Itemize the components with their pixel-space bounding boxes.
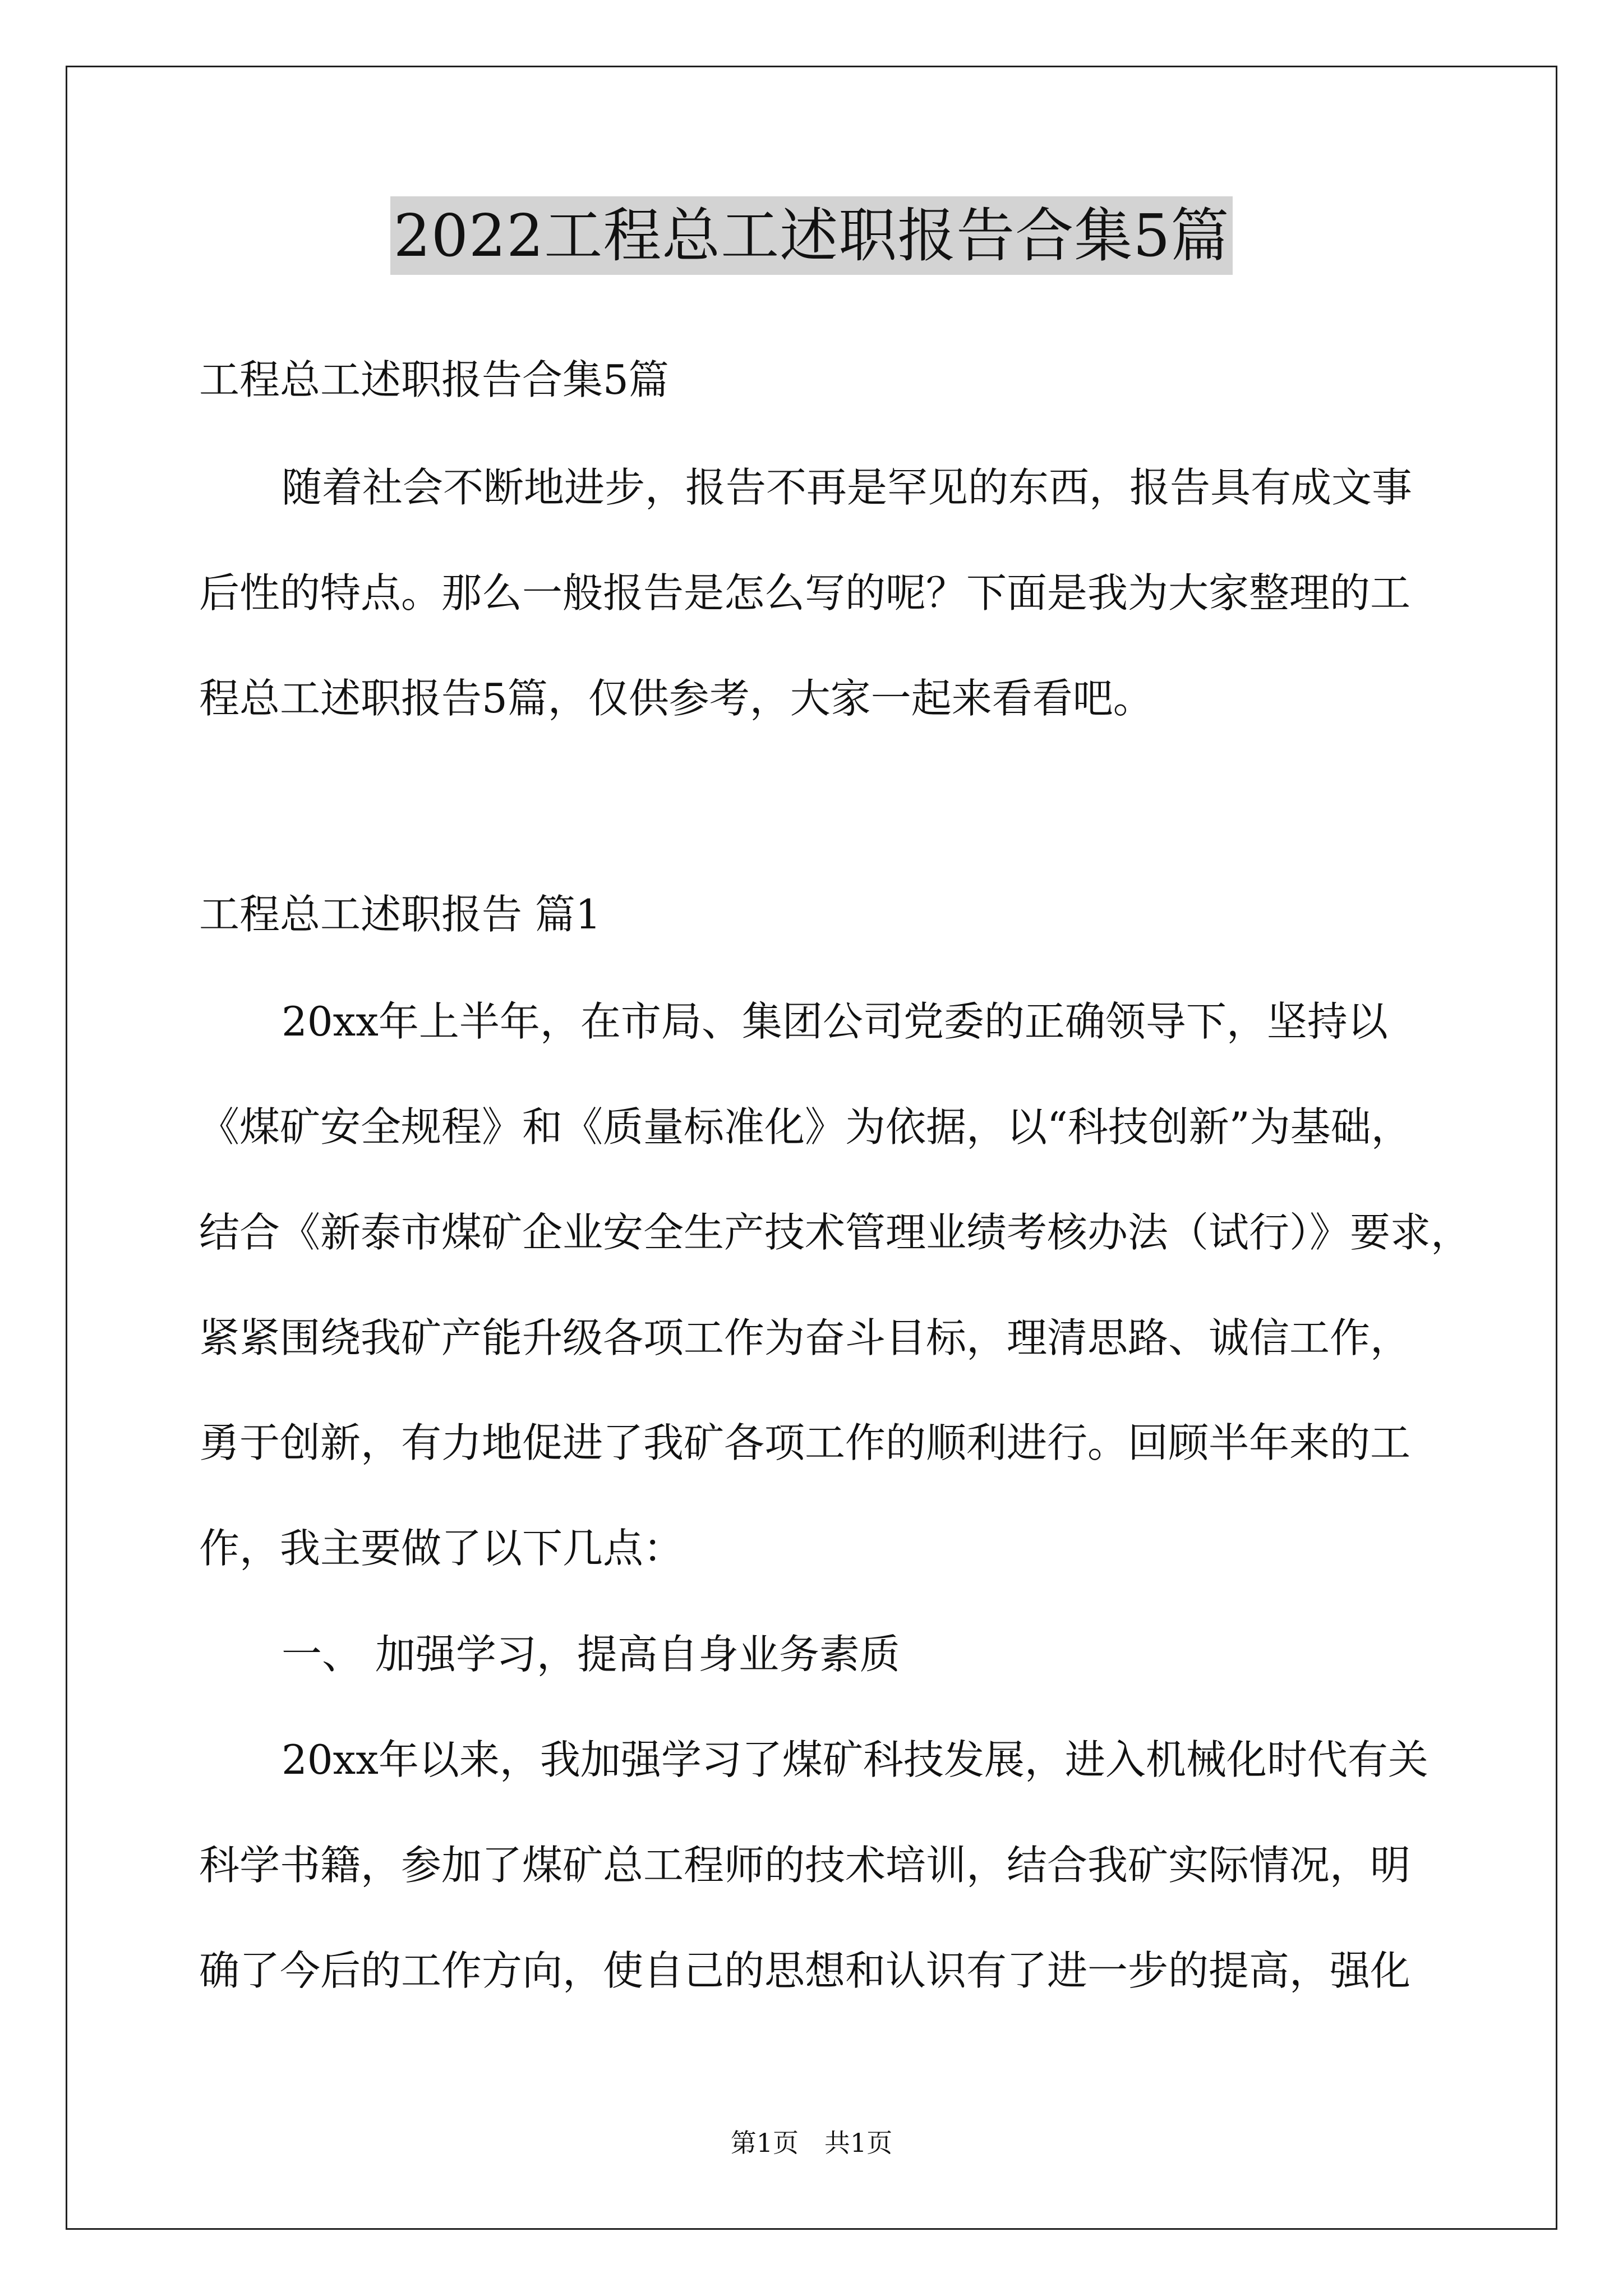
point1-para-line-1: 20xx年以来，我加强学习了煤矿科技发展，进入机械化时代有关 [282,1736,1428,1783]
section1-para-line-5: 勇于创新，有力地促进了我矿各项工作的顺利进行。回顾半年来的工 [199,1419,1411,1466]
section1-para-line-1: 20xx年上半年，在市局、集团公司党委的正确领导下，坚持以 [282,998,1388,1045]
point1-para-line-2: 科学书籍，参加了煤矿总工程师的技术培训，结合我矿实际情况，明 [199,1842,1411,1889]
point1-para-line-3: 确了今后的工作方向，使自己的思想和认识有了进一步的提高，强化 [199,1947,1411,1994]
document-title: 2022工程总工述职报告合集5篇 [390,196,1233,275]
section1-heading: 工程总工述职报告 篇1 [199,891,601,938]
point1-heading: 一、 加强学习，提高自身业务素质 [282,1631,900,1678]
document-subtitle: 工程总工述职报告合集5篇 [199,356,669,403]
intro-line-1: 随着社会不断地进步，报告不再是罕见的东西，报告具有成文事 [282,464,1413,511]
page-footer: 第1页 共1页 [730,2128,893,2158]
section1-para-line-4: 紧紧围绕我矿产能升级各项工作为奋斗目标，理清思路、诚信工作， [199,1314,1411,1361]
title-wrap [0,196,1623,275]
intro-line-2: 后性的特点。那么一般报告是怎么写的呢？下面是我为大家整理的工 [199,569,1411,616]
section1-para-line-6: 作，我主要做了以下几点： [199,1525,684,1572]
intro-line-3: 程总工述职报告5篇，仅供参考，大家一起来看看吧。 [199,675,1154,722]
section1-para-line-2: 《煤矿安全规程》和《质量标准化》为依据，以“科技创新”为基础， [199,1103,1412,1151]
section1-para-line-3: 结合《新泰市煤矿企业安全生产技术管理业绩考核办法（试行）》要求， [199,1209,1472,1256]
